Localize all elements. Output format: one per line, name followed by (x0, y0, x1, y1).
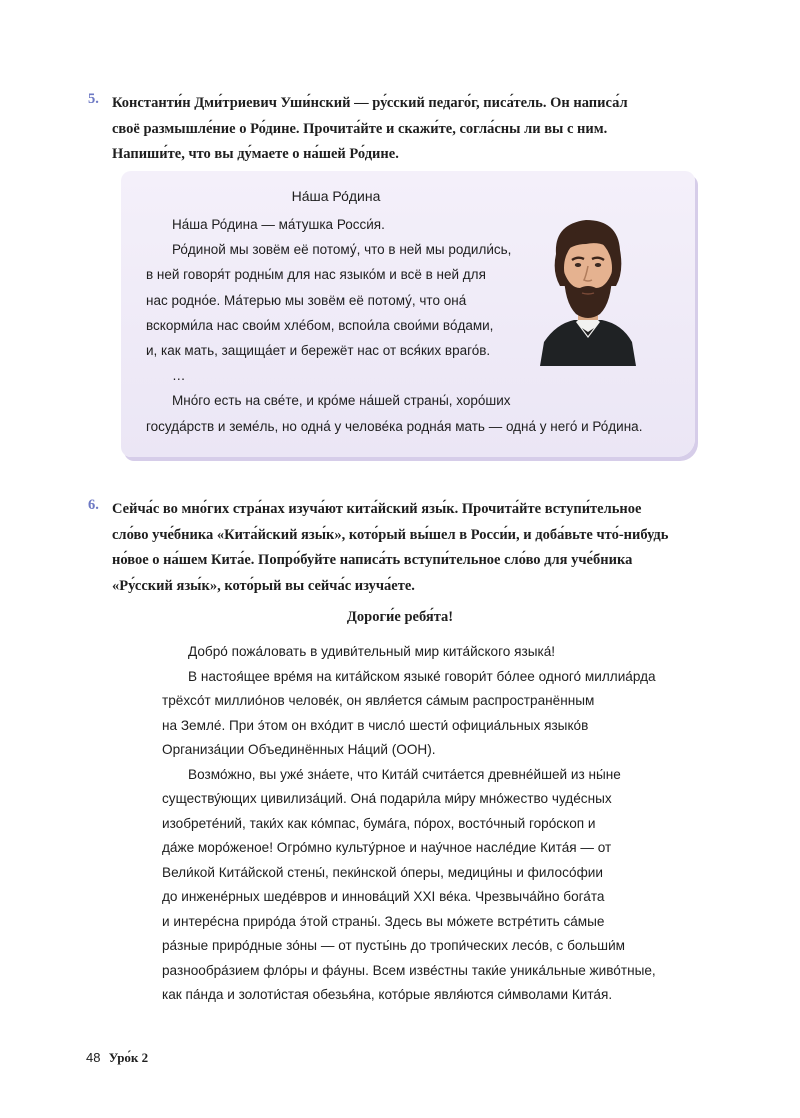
letter-line: существу́ющих цивилиза́ций. Она́ подари́ла ми́ру мно́жество чуде́сных (162, 791, 612, 806)
letter-title: Дороги́е ребя́та! (346, 609, 454, 625)
lesson-label: Уро́к 2 (108, 1050, 149, 1065)
task-5 (88, 91, 708, 168)
task-line: но́вое о на́шем Кита́е. Попро́буйте написа́ть вступи́тельное сло́во для уче́бника (112, 552, 633, 568)
letter-line: Возмо́жно, вы уже́ зна́ете, что Кита́й счита́ется древне́йшей из ны́не (188, 766, 621, 782)
task-number: 5. (88, 91, 99, 107)
letter-line: до инжене́рных шеде́вров и иннова́ций XXI ве́ка. Чрезвыча́йно бога́та (162, 889, 605, 904)
letter-line: трёхсо́т миллио́нов челове́к, он явля́ется са́мым распространённым (162, 693, 595, 708)
letter-line: да́же моро́женое! Огро́мно культу́рное и нау́чное насле́дие Кита́я — от (162, 840, 612, 855)
quote-title: На́ша Ро́дина (291, 188, 381, 204)
quote-line: и, как мать, защища́ет и бережёт нас от вся́ких враго́в. (146, 343, 491, 359)
quote-line: госуда́рств и земе́ль, но одна́ у челове́ка родна́я мать — одна́ у него́ и Ро́дина. (146, 418, 643, 434)
quote-line: нас родно́е. Ма́терью мы зовём её потому́, что она́ (146, 292, 467, 308)
letter-line: Организа́ции Объединённых На́ций (ООН). (162, 742, 436, 757)
letter-line: изобрете́ний, таки́х как ко́мпас, бума́га, по́рох, восто́чный горо́скоп и (162, 815, 596, 831)
task-number: 6. (88, 497, 99, 513)
task-instructions (112, 91, 708, 168)
task-line: «Ру́сский язы́к», кото́рый вы сейча́с изуча́ете. (112, 577, 415, 594)
page-number: 48 (86, 1050, 101, 1065)
letter-line: Добро́ пожа́ловать в удиви́тельный мир кита́йского языка́! (188, 644, 556, 659)
letter-line: ра́зные приро́дные зо́ны — от пусты́нь до тропи́ческих лесо́в, с больши́м (162, 938, 626, 953)
task-line: Константи́н Дми́триевич Уши́нский — ру́сский педаго́г, писа́тель. Он написа́л (112, 95, 628, 111)
letter-line: Вели́кой Кита́йской стены́, пеки́нской о́перы, медици́ны и филосо́фии (162, 864, 603, 880)
task-line: Сейча́с во мно́гих стра́нах изуча́ют кита́йский язы́к. Прочита́йте вступи́тельное (112, 501, 642, 517)
letter-text (162, 640, 662, 1008)
quote-line: вскорми́ла нас свои́м хле́бом, вспои́ла свои́ми во́дами, (146, 317, 494, 333)
letter-line: на Земле́. При э́том он вхо́дит в число́ шести́ официа́льных языко́в (162, 717, 589, 733)
task-line: сло́во уче́бника «Кита́йский язы́к», кото́рый вы́шел в Росси́и, и доба́вьте что́-нибудь (112, 526, 669, 543)
task-instructions (112, 497, 708, 599)
quote-line: Мно́го есть на све́те, и кро́ме на́шей страны́, хоро́ших (172, 393, 511, 409)
task-6 (88, 497, 708, 599)
letter-line: В настоя́щее вре́мя на кита́йском языке́ говори́т бо́лее одного́ миллиа́рда (188, 668, 656, 684)
letter-line: разнообра́зием фло́ры и фа́уны. Всем изве́стны таки́е уника́льные живо́тные, (162, 962, 656, 978)
task-line: Напиши́те, что вы ду́маете о на́шей Ро́дине. (112, 146, 399, 162)
portrait-illustration (538, 214, 638, 366)
quote-line: в ней говоря́т родны́м для нас языко́м и всё в ней для (146, 267, 486, 283)
letter-line: как па́нда и золоти́стая обезья́на, кото́рые явля́ются си́мволами Кита́я. (162, 987, 613, 1002)
quote-line: Ро́диной мы зовём её потому́, что в ней мы родили́сь, (172, 242, 512, 258)
quote-line: … (172, 368, 186, 384)
task-line: своё размышле́ние о Ро́дине. Прочита́йте и скажи́те, согла́сны ли вы с ним. (112, 120, 608, 137)
quote-line: На́ша Ро́дина — ма́тушка Росси́я. (172, 217, 385, 232)
letter-line: и интере́сна приро́да э́той страны́. Здесь вы мо́жете встре́тить са́мые (162, 913, 605, 929)
page-footer (86, 1050, 148, 1066)
